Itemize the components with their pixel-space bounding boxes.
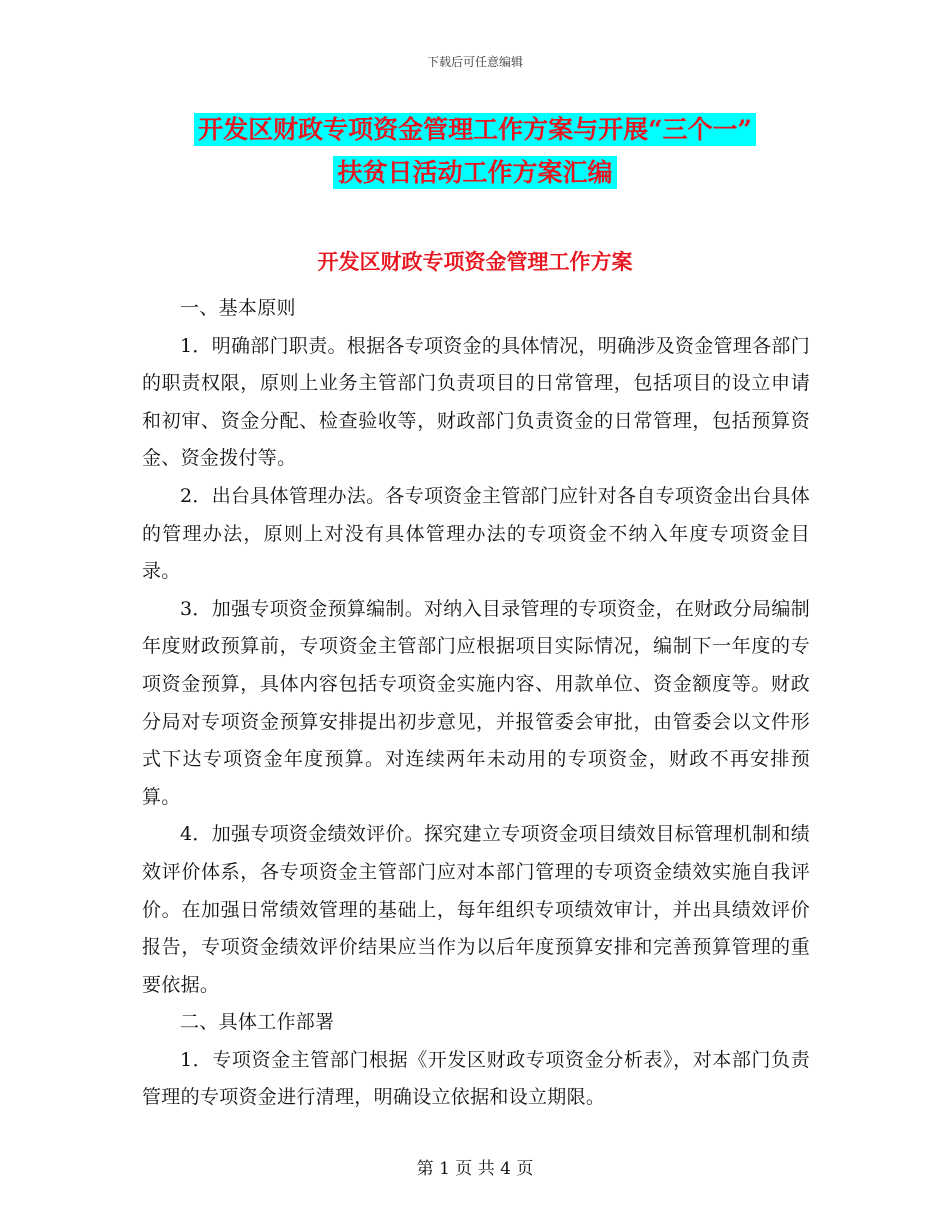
section-title: 开发区财政专项资金管理工作方案 — [317, 249, 633, 274]
page-header-note: 下载后可任意编辑 — [426, 55, 523, 69]
page-number-footer: 第 1 页 共 4 页 — [416, 1159, 534, 1179]
document-body — [142, 290, 810, 1117]
heading-basic-principles: 一、基本原则 — [180, 297, 296, 319]
paragraph: 1．专项资金主管部门根据《开发区财政专项资金分析表》，对本部门负责管理的专项资金进行清理，明确设立依据和设立期限。 — [142, 1048, 810, 1109]
paragraph: 1．明确部门职责。根据各专项资金的具体情况，明确涉及资金管理各部门的职责权限，原则上业务主管部门负责项目的日常管理，包括项目的设立申请和初审、资金分配、检查验收等，财政部门负责资金的日常管理，包括预算资金、资金拨付等。 — [142, 334, 810, 470]
document-title-line-2: 扶贫日活动工作方案汇编 — [0, 155, 950, 191]
paragraph: 4．加强专项资金绩效评价。探究建立专项资金项目绩效目标管理机制和绩效评价体系，各专项资金主管部门应对本部门管理的专项资金绩效实施自我评价。在加强日常绩效管理的基础上，每年组织专项绩效审计，并出具绩效评价报告，专项资金绩效评价结果应当作为以后年度预算安排和完善预算管理的重要依据。 — [142, 823, 810, 996]
heading-work-deployment: 二、具体工作部署 — [180, 1011, 335, 1034]
paragraph: 3．加强专项资金预算编制。对纳入目录管理的专项资金，在财政分局编制年度财政预算前，专项资金主管部门应根据项目实际情况，编制下一年度的专项资金预算，具体内容包括专项资金实施内容、用款单位、资金额度等。财政分局对专项资金预算安排提出初步意见，并报管委会审批，由管委会以文件形式下达专项资金年度预算。对连续两年未动用的专项资金，财政不再安排预算。 — [142, 597, 810, 808]
document-title-line-1: 开发区财政专项资金管理工作方案与开展“三个一” — [0, 112, 950, 148]
paragraph: 2．出台具体管理办法。各专项资金主管部门应针对各自专项资金出台具体的管理办法，原则上对没有具体管理办法的专项资金不纳入年度专项资金目录。 — [142, 484, 810, 583]
